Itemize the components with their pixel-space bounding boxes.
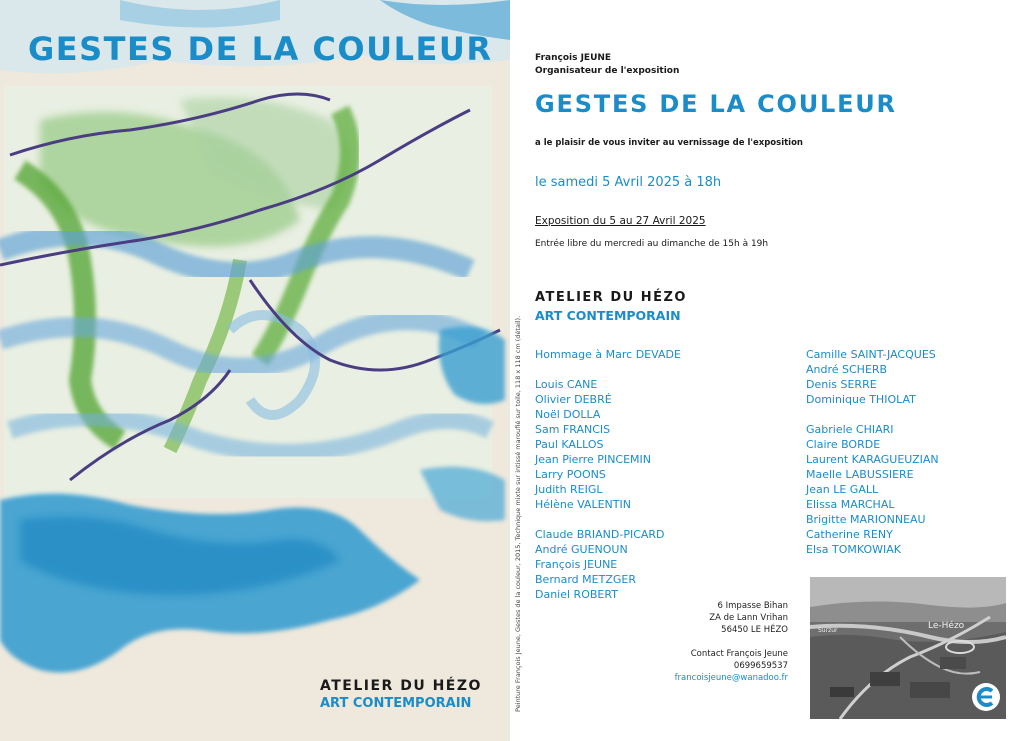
invite-text: a le plaisir de vous inviter au vernissage de l'exposition bbox=[535, 138, 803, 148]
artist-name: Dominique THIOLAT bbox=[806, 393, 916, 406]
artist-name: Hélène VALENTIN bbox=[535, 498, 631, 511]
poster-left bbox=[0, 0, 510, 741]
atelier-subtitle: ART CONTEMPORAIN bbox=[535, 308, 681, 323]
opening-hours: Entrée libre du mercredi au dimanche de 15h à 19h bbox=[535, 239, 769, 249]
artist-name: Camille SAINT-JACQUES bbox=[806, 348, 936, 361]
artist-name: Olivier DEBRÉ bbox=[535, 393, 612, 406]
artist-name: André SCHERB bbox=[806, 363, 888, 376]
organizer-role: Organisateur de l'exposition bbox=[535, 66, 680, 76]
artist-name: Hommage à Marc DEVADE bbox=[535, 348, 681, 361]
artist-name: Maelle LABUSSIERE bbox=[806, 468, 914, 481]
artist-name: Brigitte MARIONNEAU bbox=[806, 513, 926, 526]
artist-list-col2 bbox=[806, 347, 939, 557]
aerial-photo bbox=[810, 577, 1006, 719]
artist-list-col1 bbox=[535, 347, 681, 602]
atelier-name: ATELIER DU HÉZO bbox=[535, 290, 687, 305]
photo-label-road: Surzur bbox=[818, 627, 838, 634]
artist-name: Catherine RENY bbox=[806, 528, 893, 541]
contact-email-link[interactable]: francoisjeune@wanadoo.fr bbox=[674, 673, 788, 683]
artist-name: Laurent KARAGUEUZIAN bbox=[806, 453, 939, 466]
contact-block bbox=[675, 600, 788, 684]
list-spacer bbox=[806, 407, 939, 422]
artist-name: Daniel ROBERT bbox=[535, 588, 618, 601]
contact-phone: 0699659537 bbox=[733, 661, 788, 671]
artist-name: Bernard METZGER bbox=[535, 573, 636, 586]
artist-name: Denis SERRE bbox=[806, 378, 877, 391]
artist-name: François JEUNE bbox=[535, 558, 618, 571]
poster-title: GESTES DE LA COULEUR bbox=[28, 30, 493, 68]
artist-name: Larry POONS bbox=[535, 468, 606, 481]
artist-name: Jean Pierre PINCEMIN bbox=[535, 453, 652, 466]
poster-atelier-name: ATELIER DU HÉZO bbox=[320, 678, 482, 694]
list-spacer bbox=[535, 512, 681, 527]
poster-subtitle: ART CONTEMPORAIN bbox=[320, 696, 472, 711]
painting-artwork bbox=[0, 0, 510, 741]
address-line: 6 Impasse Bihan bbox=[717, 601, 788, 611]
organizer-name: François JEUNE bbox=[535, 53, 612, 63]
artist-name: Paul KALLOS bbox=[535, 438, 604, 451]
artist-name: Noël DOLLA bbox=[535, 408, 601, 421]
contact-name: Contact François Jeune bbox=[690, 649, 788, 659]
painting-caption: Peinture François Jeune, Gestes de la couleur, 2015, Technique mixte sur intissé maroufié sur toile, 118 x 118 cm (détail). bbox=[514, 315, 522, 712]
invitation-title: GESTES DE LA COULEUR bbox=[535, 90, 897, 118]
artist-name: Louis CANE bbox=[535, 378, 598, 391]
artist-name: Elissa MARCHAL bbox=[806, 498, 895, 511]
atelier-logo-icon bbox=[970, 681, 1002, 713]
artist-name: Jean LE GALL bbox=[806, 483, 879, 496]
address-spacer bbox=[675, 636, 788, 648]
artist-name: Claire BORDE bbox=[806, 438, 881, 451]
artist-name: Claude BRIAND-PICARD bbox=[535, 528, 665, 541]
list-spacer bbox=[535, 362, 681, 377]
artist-name: Elsa TOMKOWIAK bbox=[806, 543, 901, 556]
exposition-dates: Exposition du 5 au 27 Avril 2025 bbox=[535, 215, 706, 227]
photo-label-town: Le-Hézo bbox=[928, 621, 965, 631]
artist-name: André GUENOUN bbox=[535, 543, 628, 556]
address-line: 56450 LE HÉZO bbox=[721, 625, 788, 635]
vernissage-date: le samedi 5 Avril 2025 à 18h bbox=[535, 175, 722, 190]
artist-name: Sam FRANCIS bbox=[535, 423, 611, 436]
artist-name: Gabriele CHIARI bbox=[806, 423, 894, 436]
artist-name: Judith REIGL bbox=[535, 483, 603, 496]
address-line: ZA de Lann Vrihan bbox=[709, 613, 788, 623]
